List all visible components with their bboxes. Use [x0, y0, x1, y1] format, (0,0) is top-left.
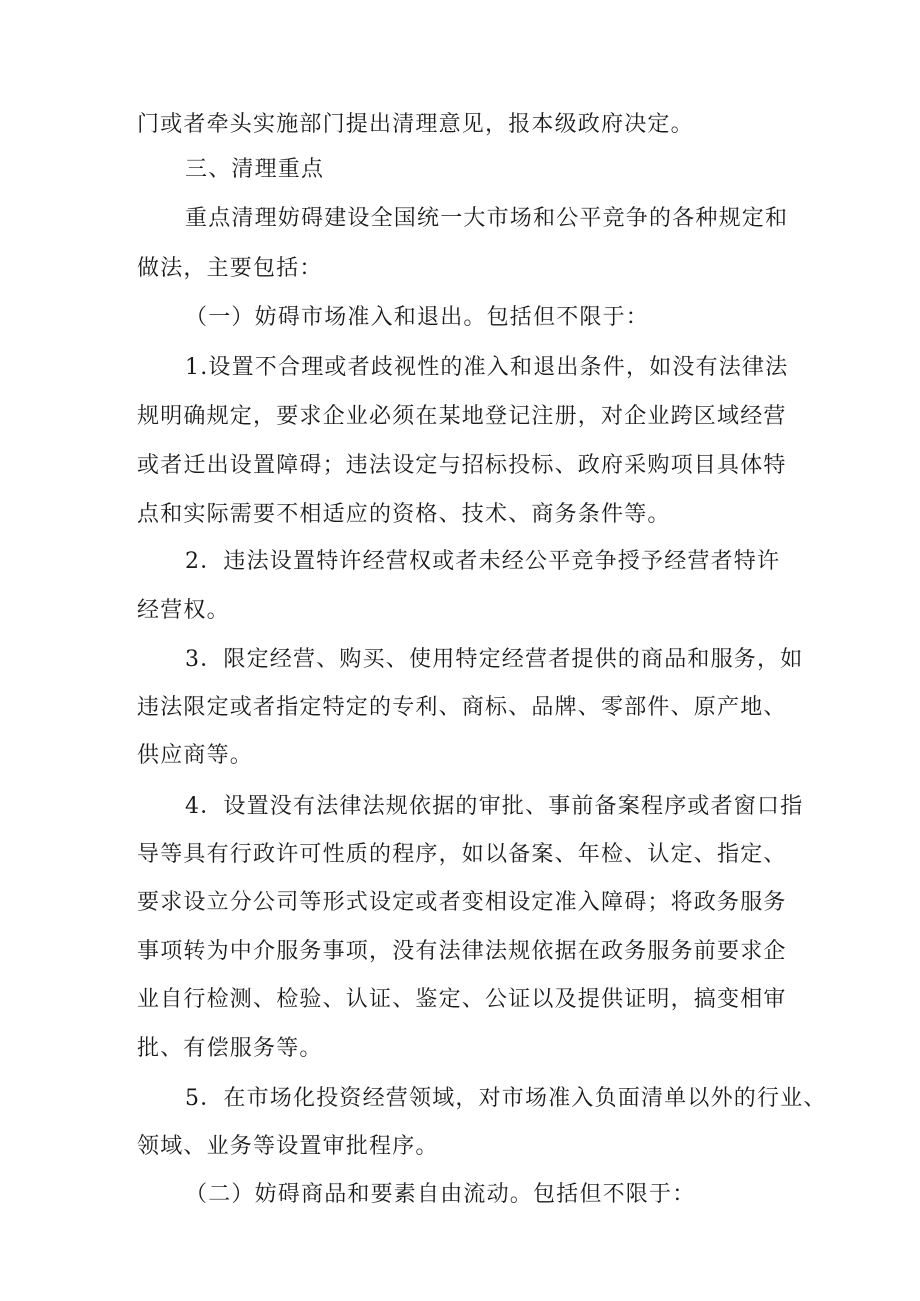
item-2-line-2: 经营权。: [137, 598, 230, 623]
item-4-line-1: 4．设置没有法律法规依据的审批、事前备案程序或者窗口指: [185, 794, 804, 819]
subsection-heading-2: （二）妨碍商品和要素自由流动。包括但不限于：: [185, 1182, 696, 1207]
text-line-3: 重点清理妨碍建设全国统一大市场和公平竞争的各种规定和: [185, 206, 789, 231]
text-line-1: 门或者牵头实施部门提出清理意见，报本级政府决定。: [137, 112, 694, 137]
item-3-line-2: 违法限定或者指定特定的专利、商标、品牌、零部件、原产地、: [137, 695, 787, 720]
item-3-line-1: 3．限定经营、购买、使用特定经营者提供的商品和服务，如: [185, 647, 804, 672]
item-5-line-2: 领域、业务等设置审批程序。: [137, 1134, 439, 1159]
item-4-line-5: 业自行检测、检验、认证、鉴定、公证以及提供证明，搞变相审: [137, 987, 787, 1012]
item-4-line-3: 要求设立分公司等形式设定或者变相设定准入障碍；将政务服务: [137, 890, 787, 915]
item-5-line-1: 5．在市场化投资经营领域，对市场准入负面清单以外的行业、: [185, 1086, 827, 1111]
item-1-line-4: 点和实际需要不相适应的资格、技术、商务条件等。: [137, 502, 671, 527]
item-1-line-1: 1.设置不合理或者歧视性的准入和退出条件，如没有法律法: [185, 355, 789, 380]
item-1-line-3: 或者迁出设置障碍；违法设定与招标投标、政府采购项目具体特: [137, 453, 787, 478]
item-3-line-3: 供应商等。: [137, 743, 254, 768]
item-4-line-4: 事项转为中介服务事项，没有法律法规依据在政务服务前要求企: [137, 939, 787, 964]
section-heading-3: 三、清理重点: [185, 157, 325, 182]
item-1-line-2: 规明确规定，要求企业必须在某地登记注册，对企业跨区域经营: [137, 404, 787, 429]
item-4-line-2: 导等具有行政许可性质的程序，如以备案、年检、认定、指定、: [137, 842, 787, 867]
item-4-line-6: 批、有偿服务等。: [137, 1036, 323, 1061]
subsection-heading-1: （一）妨碍市场准入和退出。包括但不限于：: [185, 305, 650, 330]
text-line-4: 做法，主要包括：: [137, 256, 323, 281]
item-2-line-1: 2．违法设置特许经营权或者未经公平竞争授予经营者特许: [185, 549, 781, 574]
